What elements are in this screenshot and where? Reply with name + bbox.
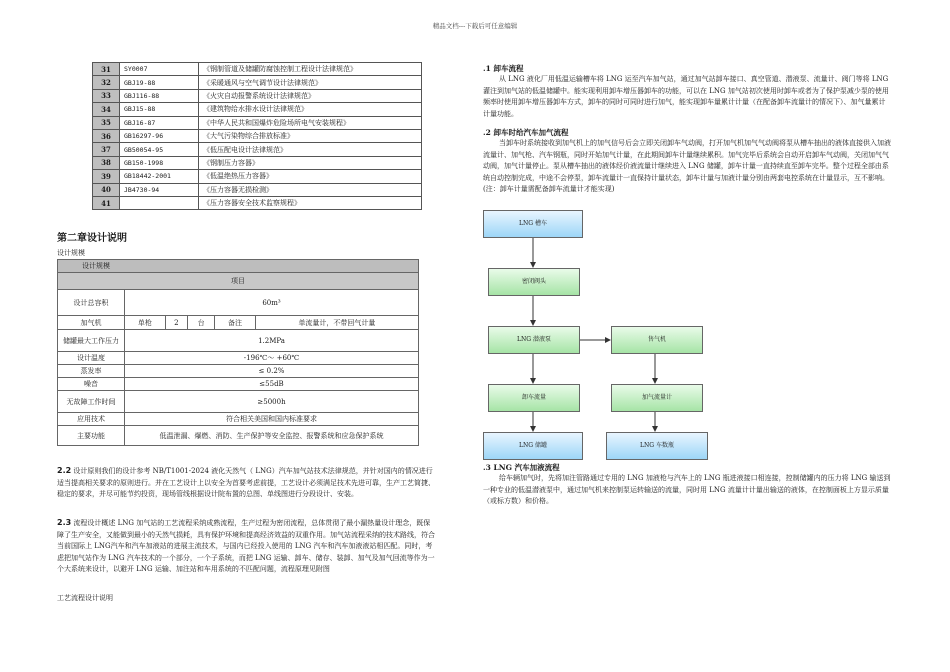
spec-label: 无故障工作时间	[58, 391, 125, 413]
flow-box-vehicle: LNG 车数瓶	[606, 432, 708, 460]
table-row	[93, 129, 422, 142]
table-row	[93, 103, 422, 116]
spec-value: 60m³	[125, 290, 419, 316]
standard-number: 38	[93, 156, 120, 169]
header-note: 精品文档---下载后可任意编辑	[432, 22, 518, 30]
standard-number: 39	[93, 170, 120, 183]
standard-name: 《低压配电设计法律规范》	[199, 143, 422, 156]
standard-number: 33	[93, 89, 120, 102]
standard-code: GBJ15-88	[120, 103, 199, 116]
table-row	[93, 196, 422, 209]
section-2-2	[57, 465, 437, 501]
flow-box-valve: 密闭阀头	[488, 268, 580, 296]
section-heading: .1 卸车流程	[483, 64, 524, 73]
standard-name: 《钢制管道及储罐防腐蚀控制工程设计法律规范》	[199, 63, 422, 76]
table-row	[93, 170, 422, 183]
standard-number: 41	[93, 196, 120, 209]
standard-name: 《火灾自动报警系统设计法律规范》	[199, 89, 422, 102]
standard-name: 《中华人民共和国爆炸危险场所电气安装规程》	[199, 116, 422, 129]
standard-code: GB18442-2001	[120, 170, 199, 183]
standard-code: GBJ16-87	[120, 116, 199, 129]
standard-number: 35	[93, 116, 120, 129]
standard-code: SY0007	[120, 63, 199, 76]
spec-label: 应用技术	[58, 413, 125, 426]
flow-box-pump: LNG 潜液泵	[488, 326, 580, 354]
standard-name: 《压力容器安全技术监察规程》	[199, 196, 422, 209]
standard-number: 40	[93, 183, 120, 196]
standard-name: 《压力容器无损检测》	[199, 183, 422, 196]
spec-label: 蒸发率	[58, 365, 125, 378]
spec-value: -196℃～ +60℃	[125, 352, 419, 365]
standard-name: 《低温绝热压力容器》	[199, 170, 422, 183]
standard-code: JB4730-94	[120, 183, 199, 196]
standard-number: 36	[93, 129, 120, 142]
spec-value: ≥5000h	[125, 391, 419, 413]
table-row	[93, 156, 422, 169]
section-text: 从 LNG 液化厂用低温运输槽车将 LNG 运至汽车加气站，通过加气站卸车接口、真空管道、潜液泵、流量计、阀门等将 LNG 灌注到加气站的低温储罐中。能实现利用卸车增压器卸车的功能，可以在 LNG 加气站初次使用时卸车或者为了保护泵减少泵的使用频率时使用卸车增压器卸车方式，卸车的同时可同时进行加气，能实现卸车量累计计量（在配备卸车流量计的情况下）、加气量累计计量功能。	[483, 75, 889, 118]
chapter-title: 第二章设计说明	[57, 233, 127, 244]
standards-table	[92, 62, 422, 210]
standard-number: 37	[93, 143, 120, 156]
spec-value: ≤ 0.2%	[125, 365, 419, 378]
standard-code	[120, 196, 199, 209]
section-unload-fill	[483, 127, 891, 195]
standard-code: GBJ116-88	[120, 89, 199, 102]
spec-cell: 2	[165, 316, 187, 330]
section-text: 流程设计概述 LNG 加气站的工艺流程采纳成熟流程，生产过程为密闭流程，总体贯彻了最小漏热量设计理念，既保障了生产安全，又能做到最小的天然气损耗，具有保护环境和提高经济效益的双重作用。加气站流程采纳的技术路线，符合当前国际上 LNG汽车和汽车加液站的进展主流技术，与国内已经投入使用的 LNG 汽车和汽车加液液站相匹配。同时，考虑把加气站作为 LNG 汽车技术的一个部分，一个子系统，而把 LNG 运输、卸车、储存、装卸、加气及加气回流等作为一个大系统来设计，以避开 LNG 运输、加注站和车用系统的不匹配问题，流程原理见附图	[57, 519, 435, 574]
standard-name: 《大气污染物综合排放标准》	[199, 129, 422, 142]
standard-name: 《钢制压力容器》	[199, 156, 422, 169]
flow-box-fill-meter: 加气流量计	[611, 384, 703, 412]
spec-label: 噪音	[58, 378, 125, 391]
flow-box-dispenser: 售气机	[611, 326, 703, 354]
section-number: 2.2	[57, 466, 72, 475]
spec-cell: 台	[187, 316, 214, 330]
spec-cell: 单枪	[125, 316, 166, 330]
flow-box-storage: LNG 储罐	[483, 432, 583, 460]
section-number: 2.3	[57, 518, 72, 527]
spec-table	[57, 259, 419, 446]
section-heading: .3 LNG 汽车加液流程	[483, 463, 560, 472]
spec-value: 1.2MPa	[125, 330, 419, 352]
standard-number: 34	[93, 103, 120, 116]
section-text: 设计原则我们的设计参考 NB/T1001-2024 液化天然气（ LNG）汽车加气站技术法律规范，并针对国内的情况进行适当提高相关要求的原则进行。并在工艺设计上以安全为首要考虑前提，工艺设计必须满足技术先进可靠，生产工艺简捷、稳定的要求，并尽可能节约投资，现场管线根据设计院布置的总图、单线图进行分段设计、安装。	[57, 467, 435, 499]
table-row	[93, 76, 422, 89]
section-text: 当卸车时系统接收到加气机上的加气信号后会立即关闭卸车气动阀，打开加气机加气气动阀将泵从槽车抽出的液体直接供入加液流量计、加气枪、汽车钢瓶，同时开始加气计量，在此期间卸车计量继续累积。加气完毕后系统会自动开启卸车气动阀，关闭加气气动阀，加气计量停止。泵从槽车抽出的液体经价液流量计继续进入 LNG 储罐，卸车计量一直持续直至卸车完毕。整个过程全部由系统自动控制完成，中途不会停泵，卸车流量计一直保持计量状态，卸车计量与加液计量分别由两套电控系统在计量显示，互不影响。(注：卸车计量需配备卸车流量计才能实现)	[483, 139, 891, 194]
table-row	[93, 89, 422, 102]
table-row	[93, 63, 422, 76]
spec-cell: 单流量计，不带回气计量	[255, 316, 418, 330]
section-unload	[483, 63, 891, 120]
table-row	[93, 116, 422, 129]
spec-label: 主要功能	[58, 426, 125, 446]
standard-code: GB16297-96	[120, 129, 199, 142]
spec-label: 设计温度	[58, 352, 125, 365]
standard-code: GB50054-95	[120, 143, 199, 156]
standard-name: 《建筑物给水排水设计法律规范》	[199, 103, 422, 116]
spec-label: 加气机	[58, 316, 125, 330]
section-vehicle-fill	[483, 462, 891, 508]
spec-value: 低温泄漏、爆燃、消防、生产保护等安全监控、报警系统和应急保护系统	[125, 426, 419, 446]
standard-number: 31	[93, 63, 120, 76]
flow-caption: 工艺流程设计说明	[57, 594, 113, 602]
standard-number: 32	[93, 76, 120, 89]
table-row	[93, 183, 422, 196]
standard-code: GB150-1998	[120, 156, 199, 169]
spec-label: 储罐最大工作压力	[58, 330, 125, 352]
table-row	[93, 143, 422, 156]
section-2-3	[57, 517, 437, 576]
flow-box-tanker: LNG 槽车	[483, 210, 583, 238]
flow-box-unload-meter: 卸车流量	[488, 384, 580, 412]
standard-code: GBJ19-88	[120, 76, 199, 89]
standard-name: 《采暖通风与空气调节设计法律规范》	[199, 76, 422, 89]
spec-value: ≤55dB	[125, 378, 419, 391]
spec-project-header: 项目	[58, 273, 419, 290]
scale-label: 设计规模	[57, 249, 85, 257]
spec-value: 符合相关美国和国内标准要求	[125, 413, 419, 426]
spec-cell: 备注	[215, 316, 256, 330]
spec-label: 设计总容积	[58, 290, 125, 316]
section-heading: .2 卸车时给汽车加气流程	[483, 128, 569, 137]
section-text: 给车辆加气时，先将加注管路通过专用的 LNG 加液枪与汽车上的 LNG 瓶进液接口相连接，控制储罐内的压力将 LNG 输送到一种专业的低温潜液泵中，通过加气机来控制泵运转输送的流量，同时用 LNG 流量计计量出输送的液体，在控制面板上方显示质量（或标方数）和价格。	[483, 474, 891, 506]
spec-title: 设计规模	[58, 260, 419, 273]
